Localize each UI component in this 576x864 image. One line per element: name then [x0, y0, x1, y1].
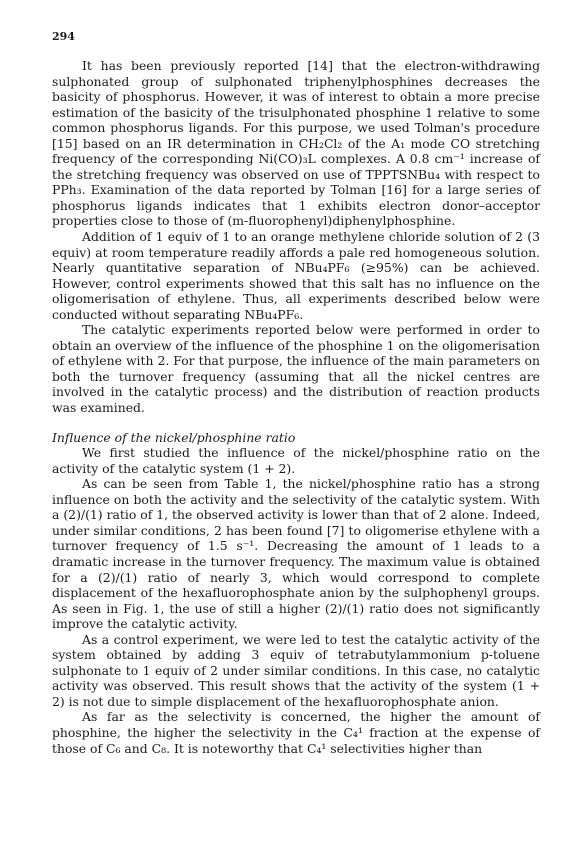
page-number: 294 [52, 30, 75, 43]
section-heading: Influence of the nickel/phosphine ratio [52, 429, 296, 445]
document-page [52, 30, 540, 756]
paragraph-addition: Addition of 1 equiv of 1 to an orange methylene chloride solution of 2 (3 equiv) at room temperature readily affords a pale red homogeneous solution. Nearly quantitative separation of NBu₄PF₆ (≥95%) can be achieved. However, control experiments showed that this salt has no influence on the oligomerisation of ethylene. Thus, all experiments described below were conducted without separating NBu₄PF₆. [52, 229, 540, 322]
paragraph-basicity: It has been previously reported [14] that the electron-withdrawing sulphonated group of sulphonated triphenylphosphines decreases the basicity of phosphorus. However, it was of interest to obtain a more precise estimation of the basicity of the trisulphonated phosphine 1 relative to some common phosphorus ligands. For this purpose, we used Tolman's procedure [15] based on an IR determination in CH₂Cl₂ of the A₁ mode CO stretching frequency of the corresponding Ni(CO)₃L complexes. A 0.8 cm⁻¹ increase of the stretching frequency was observed on use of TPPTSNBu₄ with respect to PPh₃. Examination of the data reported by Tolman [16] for a large series of phosphorus ligands indicates that 1 exhibits electron donor–acceptor properties close to those of (m-fluorophenyl)diphenylphosphine. [52, 58, 540, 229]
paragraph-catalytic-overview: The catalytic experiments reported below were performed in order to obtain an overview of the influence of the phosphine 1 on the oligomerisation of ethylene with 2. For that purpose, the influence of the main parameters on both the turnover frequency (assuming that all the nickel centres are involved in the catalytic process) and the distribution of reaction products was examined. [52, 322, 540, 416]
paragraph-table-1: As can be seen from Table 1, the nickel/phosphine ratio has a strong influence on both the activity and the selectivity of the catalytic system. With a (2)/(1) ratio of 1, the observed activity is lower than that of 2 alone. Indeed, under similar conditions, 2 has been found [7] to oligomerise ethylene with a turnover frequency of 1.5 s⁻¹. Decreasing the amount of 1 leads to a dramatic increase in the turnover frequency. The maximum value is obtained for a (2)/(1) ratio of nearly 3, which would correspond to complete displacement of the hexafluorophosphate anion by the sulphophenyl groups. As seen in Fig. 1, the use of still a higher (2)/(1) ratio does not significantly improve the catalytic activity. [52, 476, 540, 632]
paragraph-control-experiment: As a control experiment, we were led to test the catalytic activity of the system obtained by adding 3 equiv of tetrabutylammonium p-toluene sulphonate to 1 equiv of 2 under similar conditions. In this case, no catalytic activity was observed. This result shows that the activity of the system (1 + 2) is not due to simple displacement of the hexafluorophosphate anion. [52, 631, 540, 709]
paragraph-selectivity: As far as the selectivity is concerned, the higher the amount of phosphine, the higher the selectivity in the C₄¹ fraction at the expense of those of C₆ and C₈. It is noteworthy that C₄¹ selectivities higher than [52, 709, 540, 756]
paragraph-ratio-intro: We first studied the influence of the nickel/phosphine ratio on the activity of the catalytic system (1 + 2). [52, 445, 540, 476]
